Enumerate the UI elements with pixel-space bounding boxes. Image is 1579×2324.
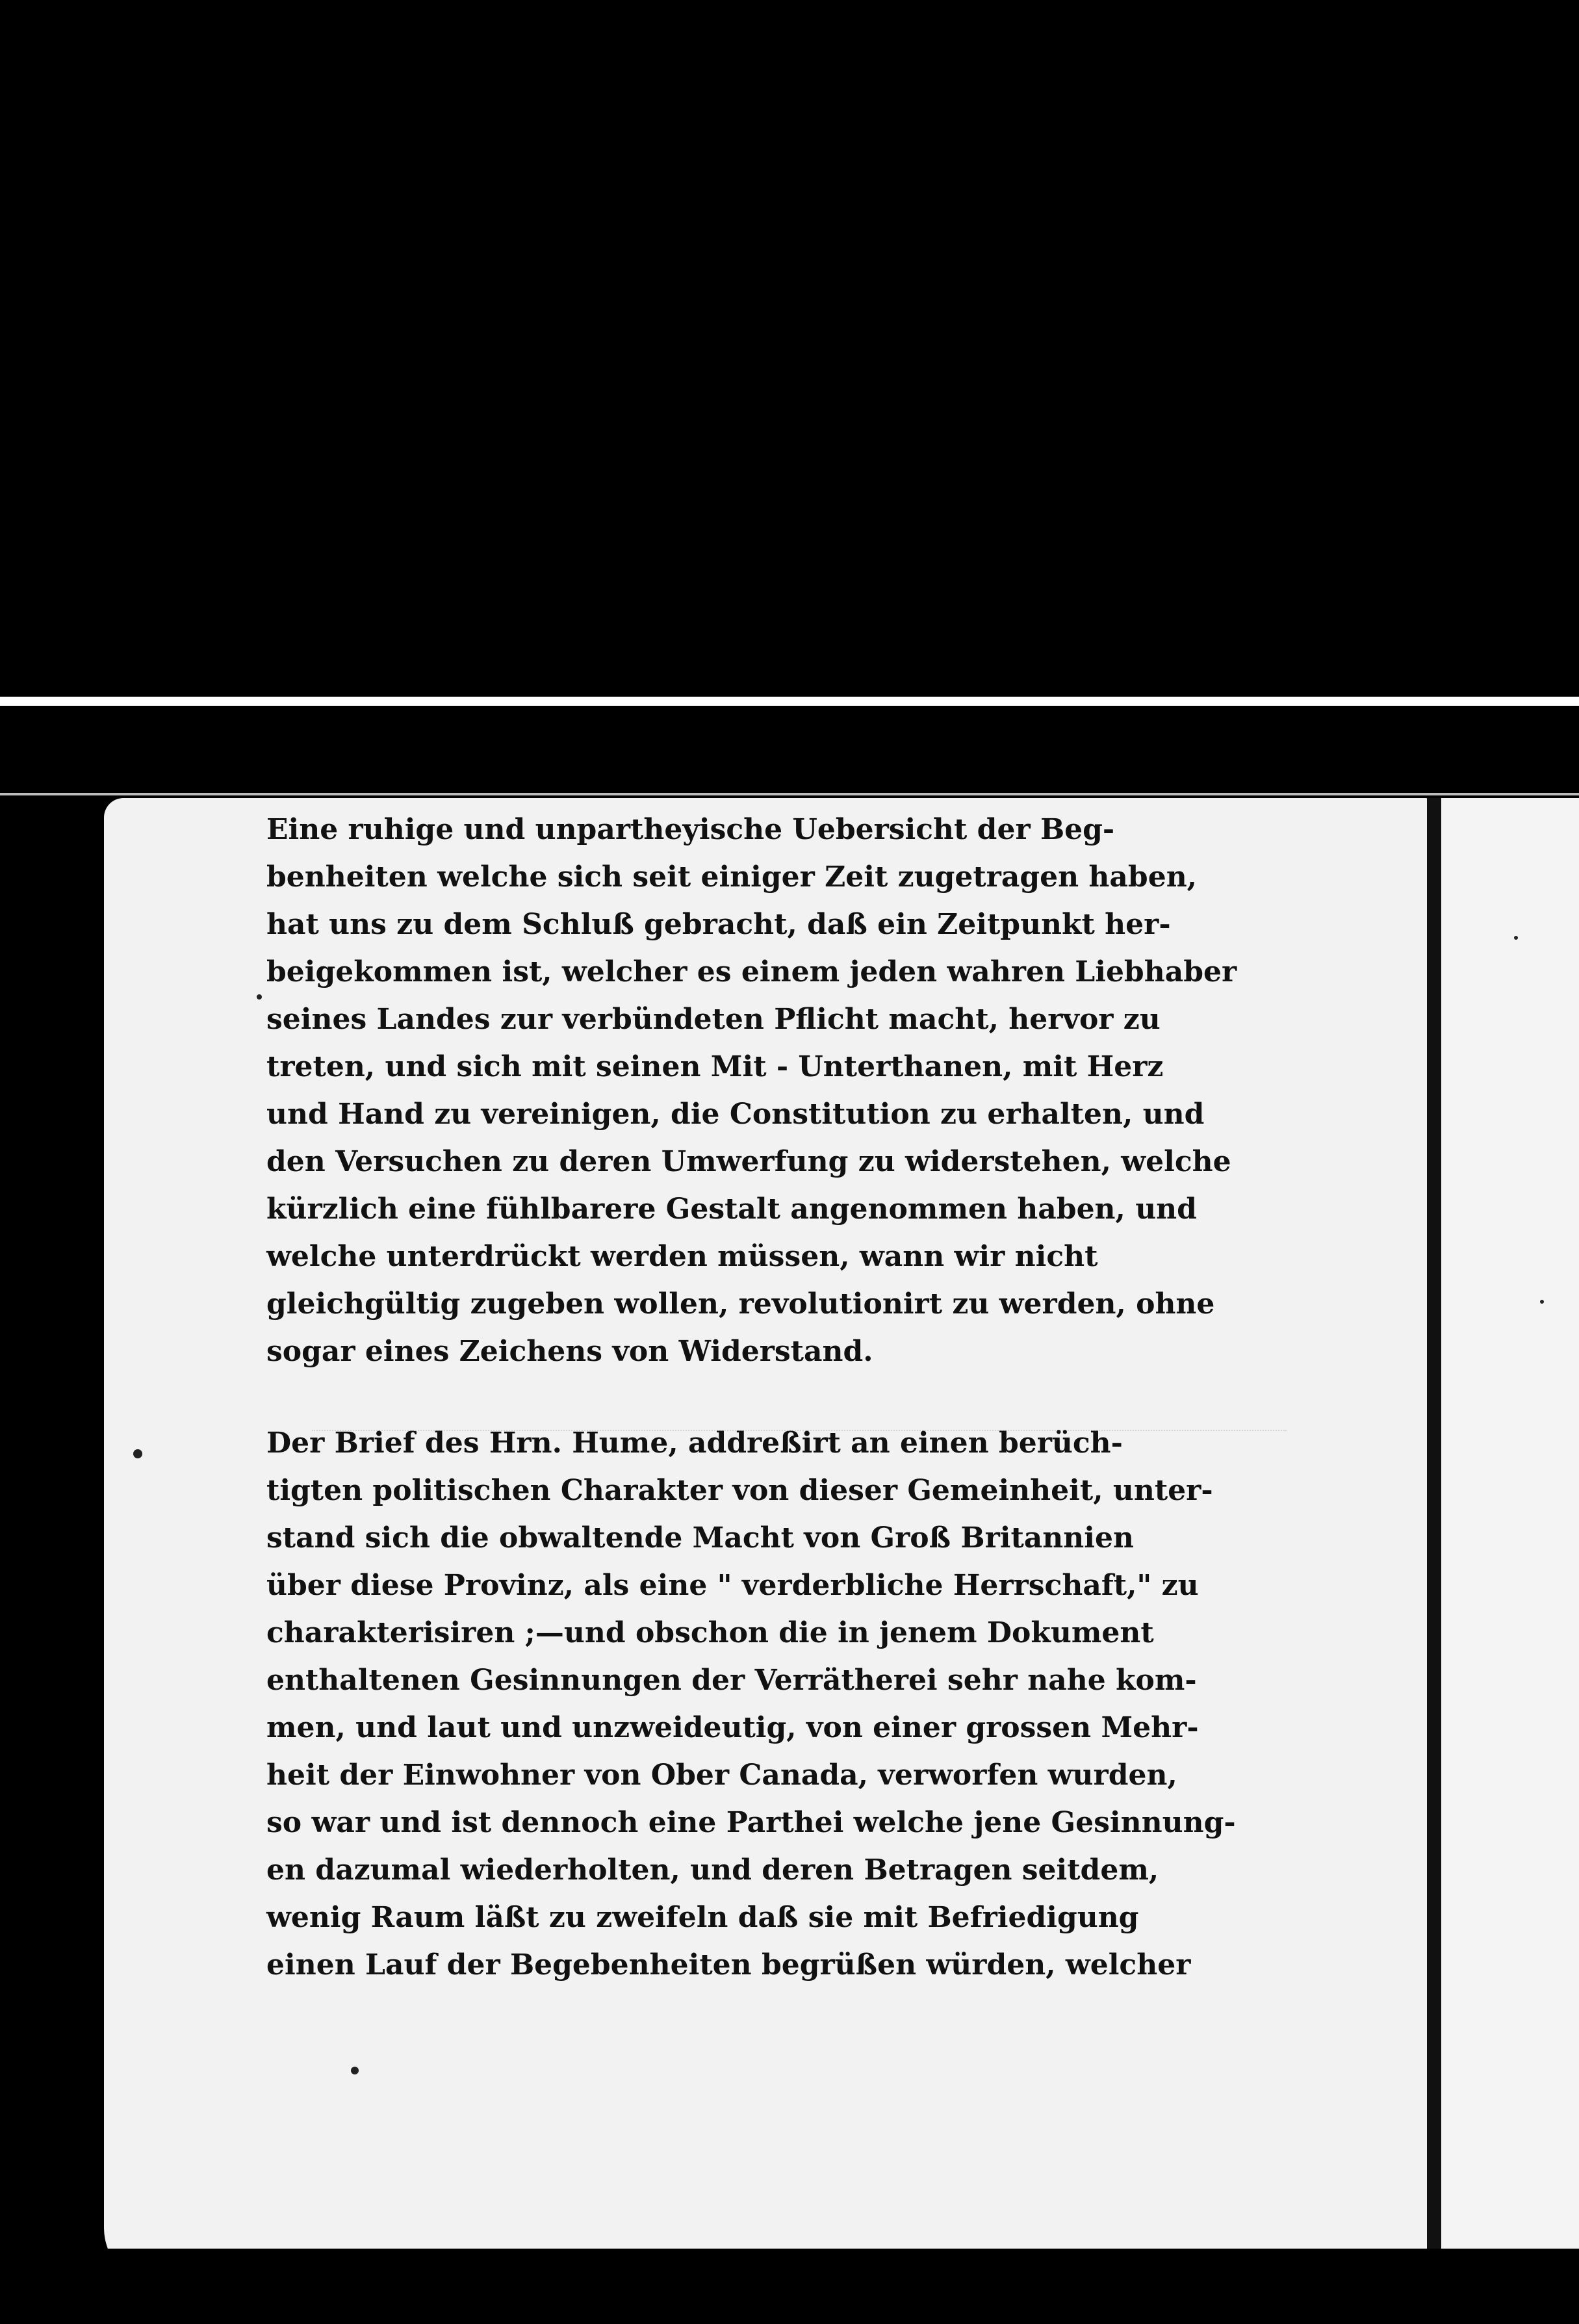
text-line: den Versuchen zu deren Umwerfung zu widerstehen, welche — [266, 1145, 1231, 1178]
thin-rule — [0, 793, 1579, 795]
text-line: Eine ruhige und unpartheyische Uebersicht der Beg- — [266, 813, 1115, 846]
text-line: enthaltenen Gesinnungen der Verrätherei sehr nahe kom- — [266, 1664, 1197, 1697]
text-line: benheiten welche sich seit einiger Zeit zugetragen haben, — [266, 860, 1197, 894]
text-line: treten, und sich mit seinen Mit - Unterthanen, mit Herz — [266, 1050, 1164, 1083]
text-line: tigten politischen Charakter von dieser Gemeinheit, unter- — [266, 1474, 1213, 1507]
facing-page-edge — [1441, 798, 1579, 2324]
paragraph-2 — [214, 1419, 1300, 1989]
text-line: sogar eines Zeichens von Widerstand. — [266, 1335, 873, 1368]
scan-speck — [133, 1449, 142, 1458]
page-text — [214, 806, 1300, 1989]
text-line: beigekommen ist, welcher es einem jeden wahren Liebhaber — [266, 955, 1237, 988]
text-line: Der Brief des Hrn. Hume, addreßirt an einen berüch- — [266, 1427, 1123, 1460]
text-line: hat uns zu dem Schluß gebracht, daß ein Zeitpunkt her- — [266, 908, 1171, 941]
scan-speck — [1514, 936, 1518, 940]
text-line: so war und ist dennoch eine Parthei welche jene Gesinnung- — [266, 1806, 1236, 1839]
scan-speck — [351, 2067, 359, 2074]
text-line: über diese Provinz, als eine " verderbliche Herrschaft," zu — [266, 1569, 1199, 1602]
text-line: wenig Raum läßt zu zweifeln daß sie mit Befriedigung — [266, 1901, 1139, 1934]
text-line: kürzlich eine fühlbarere Gestalt angenommen haben, und — [266, 1193, 1197, 1226]
text-line: en dazumal wiederholten, und deren Betragen seitdem, — [266, 1853, 1159, 1887]
text-line: men, und laut und unzweideutig, von einer grossen Mehr- — [266, 1711, 1199, 1744]
paragraph-1 — [214, 806, 1300, 1375]
text-line: charakterisiren ;—und obschon die in jenem Dokument — [266, 1616, 1154, 1649]
scan-speck — [1540, 1300, 1544, 1304]
book-gutter — [1427, 798, 1441, 2293]
text-line: gleichgültig zugeben wollen, revolutionirt zu werden, ohne — [266, 1287, 1215, 1321]
text-line: einen Lauf der Begebenheiten begrüßen würden, welcher — [266, 1948, 1191, 1982]
top-black-margin — [0, 0, 1579, 695]
text-line: stand sich die obwaltende Macht von Groß Britannien — [266, 1521, 1134, 1555]
black-band — [0, 706, 1579, 793]
scan-divider-line — [0, 697, 1579, 706]
text-line: heit der Einwohner von Ober Canada, verworfen wurden, — [266, 1759, 1177, 1792]
bottom-black-margin — [0, 2249, 1579, 2324]
text-line: seines Landes zur verbündeten Pflicht macht, hervor zu — [266, 1003, 1161, 1036]
text-line: welche unterdrückt werden müssen, wann wir nicht — [266, 1240, 1098, 1273]
text-line: und Hand zu vereinigen, die Constitution zu erhalten, und — [266, 1098, 1205, 1131]
